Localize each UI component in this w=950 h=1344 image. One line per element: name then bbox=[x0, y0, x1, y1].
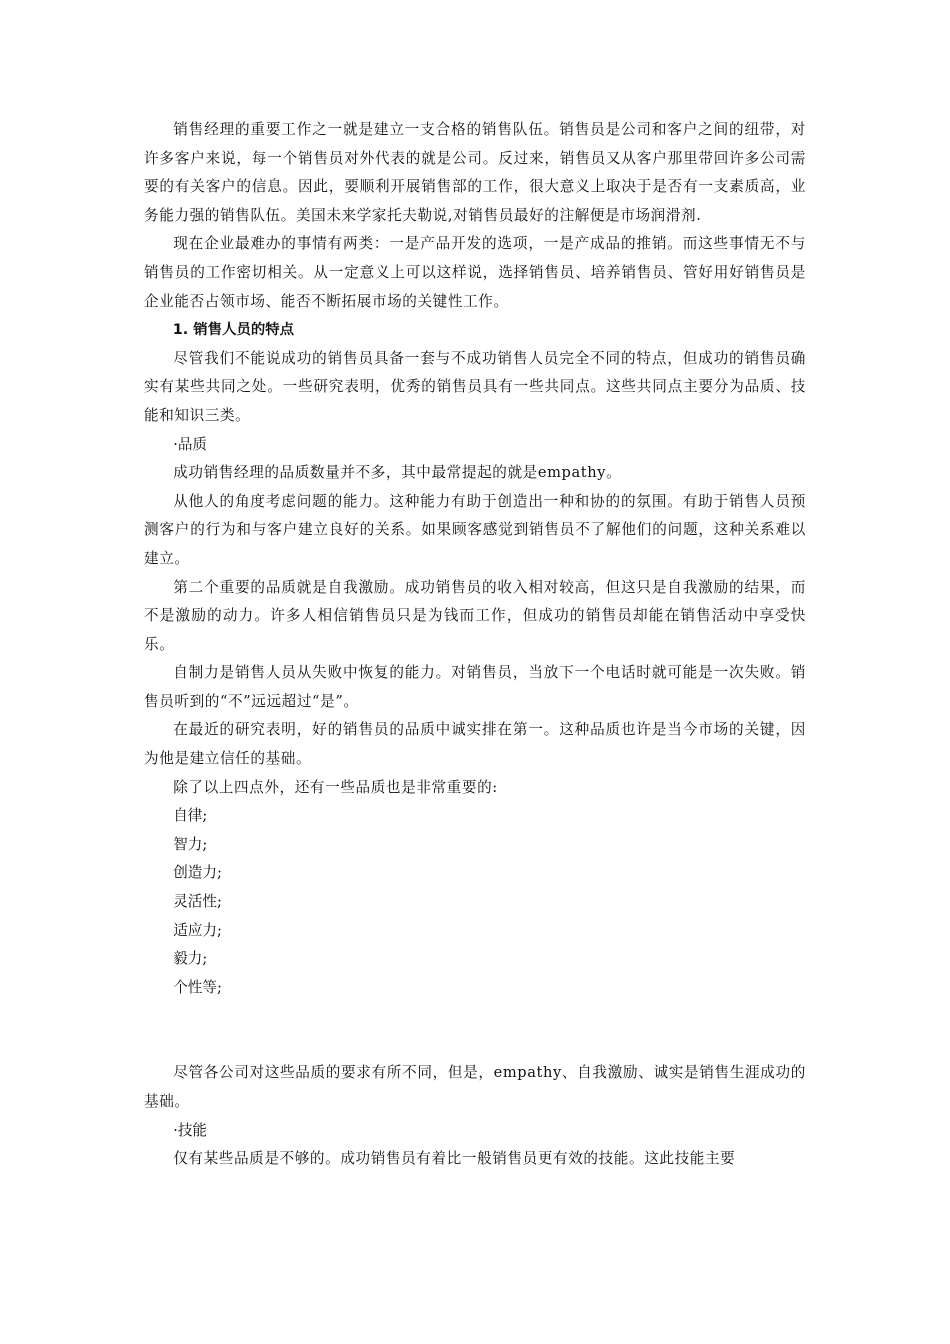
bullet-skills: ·技能 bbox=[173, 1121, 208, 1139]
paragraph-honesty: 在最近的研究表明，好的销售员的品质中诚实排在第一。这种品质也许是当今市场的关键，因为他是建立信任的基础。 bbox=[144, 721, 806, 768]
list-item: 灵活性; bbox=[173, 893, 222, 911]
list-item: 适应力; bbox=[173, 921, 222, 939]
paragraph-perspective: 从他人的角度考虑问题的能力。这种能力有助于创造出一种和协的的氛围。有助于销售人员预测客户的行为和与客户建立良好的关系。如果顾客感觉到销售员不了解他们的问题，这种关系难以建立。 bbox=[144, 492, 806, 567]
paragraph-enterprise-difficulties: 现在企业最难办的事情有两类：一是产品开发的选项，一是产成品的推销。而这些事情无不与销售员的工作密切相关。从一定意义上可以这样说，选择销售员、培养销售员、管好用好销售员是企业能否占领市场、能否不断拓展市场的关键性工作。 bbox=[144, 235, 806, 310]
bullet-qualities: ·品质 bbox=[173, 435, 208, 453]
paragraph-sales-team: 销售经理的重要工作之一就是建立一支合格的销售队伍。销售员是公司和客户之间的纽带，对许多客户来说，每一个销售员对外代表的就是公司。反过来，销售员又从客户那里带回许多公司需要的有关客户的信息。因此，要顺利开展销售部的工作，很大意义上取决于是否有一支素质高，业务能力强的销售队伍。美国未来学家托夫勒说,对销售员最好的注解便是市场润滑剂. bbox=[144, 121, 806, 224]
paragraph-quality-requirements: 尽管各公司对这些品质的要求有所不同，但是，empathy、自我激励、诚实是销售生涯成功的基础。 bbox=[144, 1064, 806, 1110]
paragraph-other-qualities: 除了以上四点外，还有一些品质也是非常重要的: bbox=[173, 778, 498, 796]
list-item: 个性等; bbox=[173, 978, 222, 996]
paragraph-common-traits: 尽管我们不能说成功的销售员具备一套与不成功销售人员完全不同的特点，但成功的销售员确实有某些共同之处。一些研究表明，优秀的销售员具有一些共同点。这些共同点主要分为品质、技能和知识三类。 bbox=[144, 349, 806, 424]
list-item: 毅力; bbox=[173, 950, 208, 968]
list-item: 自律; bbox=[173, 807, 208, 825]
paragraph-empathy: 成功销售经理的品质数量并不多，其中最常提起的就是empathy。 bbox=[173, 464, 622, 482]
paragraph-skills: 仅有某些品质是不够的。成功销售员有着比一般销售员更有效的技能。这此技能主要 bbox=[173, 1150, 736, 1168]
section-heading-salesperson-traits: 1. 销售人员的特点 bbox=[172, 322, 295, 339]
blank-space bbox=[144, 1002, 806, 1059]
paragraph-self-control: 自制力是销售人员从失败中恢复的能力。对销售员，当放下一个电话时就可能是一次失败。销售员听到的“不”远远超过“是”。 bbox=[144, 664, 806, 710]
paragraph-self-motivation: 第二个重要的品质就是自我激励。成功销售员的收入相对较高，但这只是自我激励的结果，而不是激励的动力。许多人相信销售员只是为钱而工作，但成功的销售员却能在销售活动中享受快乐。 bbox=[144, 578, 806, 653]
list-item: 创造力; bbox=[173, 864, 222, 882]
document-page bbox=[144, 116, 806, 1174]
list-item: 智力; bbox=[173, 835, 208, 853]
